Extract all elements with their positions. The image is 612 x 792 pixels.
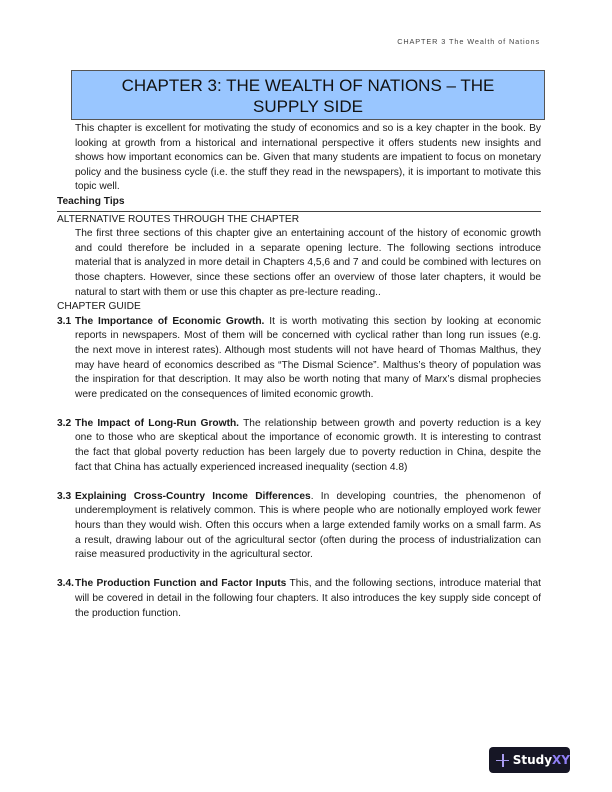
brand-main: Study bbox=[512, 753, 553, 767]
alt-routes-heading: ALTERNATIVE ROUTES THROUGH THE CHAPTER bbox=[57, 213, 300, 225]
intro-paragraph: This chapter is excellent for motivating the study of economics and so is a key chapter in the book. By looking at growth from a historical and international perspective it offers students new insights and shows how important economics can be. Given that many students are impatient to focus on monetary policy and the business cycle (i.e. the stuff they read in the newspapers), it is important to motivate this topic well. bbox=[75, 123, 541, 193]
running-header: CHAPTER 3 The Wealth of Nations bbox=[397, 37, 540, 46]
guide-section-3-4 bbox=[57, 577, 541, 621]
teaching-tips-heading: Teaching Tips bbox=[57, 195, 541, 212]
section-number: 3.3 bbox=[57, 490, 72, 502]
brand-accent: XY bbox=[552, 753, 570, 767]
section-text: . In developing countries, the phenomenon of underemployment is relatively common. This is where people who are notionally employed work fewer hours than they would wish. Often this occurs when a large extended family works on a small farm. As a result, drawing labour out of the agricultural sector (often during the process of industrialization can raise measured productivity in the agricultural sector. bbox=[75, 490, 541, 561]
chapter-title-line-1: CHAPTER 3: THE WEALTH OF NATIONS – THE bbox=[121, 76, 495, 95]
section-body bbox=[75, 577, 541, 621]
section-title: Explaining Cross-Country Income Differences bbox=[75, 490, 311, 502]
section-number: 3.1 bbox=[57, 315, 72, 327]
section-body bbox=[75, 315, 541, 403]
section-title: The Importance of Economic Growth. bbox=[75, 315, 265, 327]
section-text: This, and the following sections, introduce material that will be covered in detail in the following four chapters. It also introduces the key supply side concept of the production function. bbox=[75, 578, 541, 619]
page-content bbox=[57, 122, 541, 621]
alt-routes-paragraph: The first three sections of this chapter give an entertaining account of the history of economic growth and could therefore be included in a separate opening lecture. The following sections introduce material that is analyzed in more detail in Chapters 4,5,6 and 7 and could be combined with lectures on those chapters. However, since these sections offer an overview of those later chapters, it would be natural to start with them or use this chapter as pre-lecture reading.. bbox=[75, 228, 541, 298]
plus-icon bbox=[496, 754, 508, 767]
guide-section-3-1 bbox=[57, 315, 541, 403]
section-body bbox=[75, 490, 541, 563]
studyxy-badge[interactable] bbox=[489, 747, 570, 773]
chapter-guide-heading: CHAPTER GUIDE bbox=[57, 301, 141, 313]
section-number: 3.4. bbox=[57, 578, 74, 590]
section-text: The relationship between growth and poverty reduction is a key one to those who are skeptical about the importance of economic growth. It is interesting to contrast the fact that global poverty reduction has been largely due to poverty reduction in China, despite the fact that China has actually experienced increased inequality (section 4.8) bbox=[75, 417, 541, 473]
brand-name bbox=[513, 753, 570, 767]
section-title: The Impact of Long-Run Growth. bbox=[75, 417, 240, 429]
section-number: 3.2 bbox=[57, 417, 72, 429]
section-body bbox=[75, 417, 541, 475]
chapter-title-line-2: SUPPLY SIDE bbox=[253, 97, 363, 116]
section-text: It is worth motivating this section by looking at economic reports in newspapers. Most of them will be concerned with cyclical rather than long run issues (e.g. the next move in interest rates). Although most students will not have heard of Thomas Malthus, they may have heard of economics described as “The Dismal Science”. Malthus’s theory of population was the inspiration for that description. It may also be worth noting that many of Marx’s dismal prophecies were predicated on the consequences of limited economic growth. bbox=[75, 315, 541, 400]
guide-section-3-2 bbox=[57, 417, 541, 475]
chapter-title-box bbox=[71, 70, 545, 120]
section-title: The Production Function and Factor Inputs bbox=[75, 578, 287, 590]
guide-section-3-3 bbox=[57, 490, 541, 563]
